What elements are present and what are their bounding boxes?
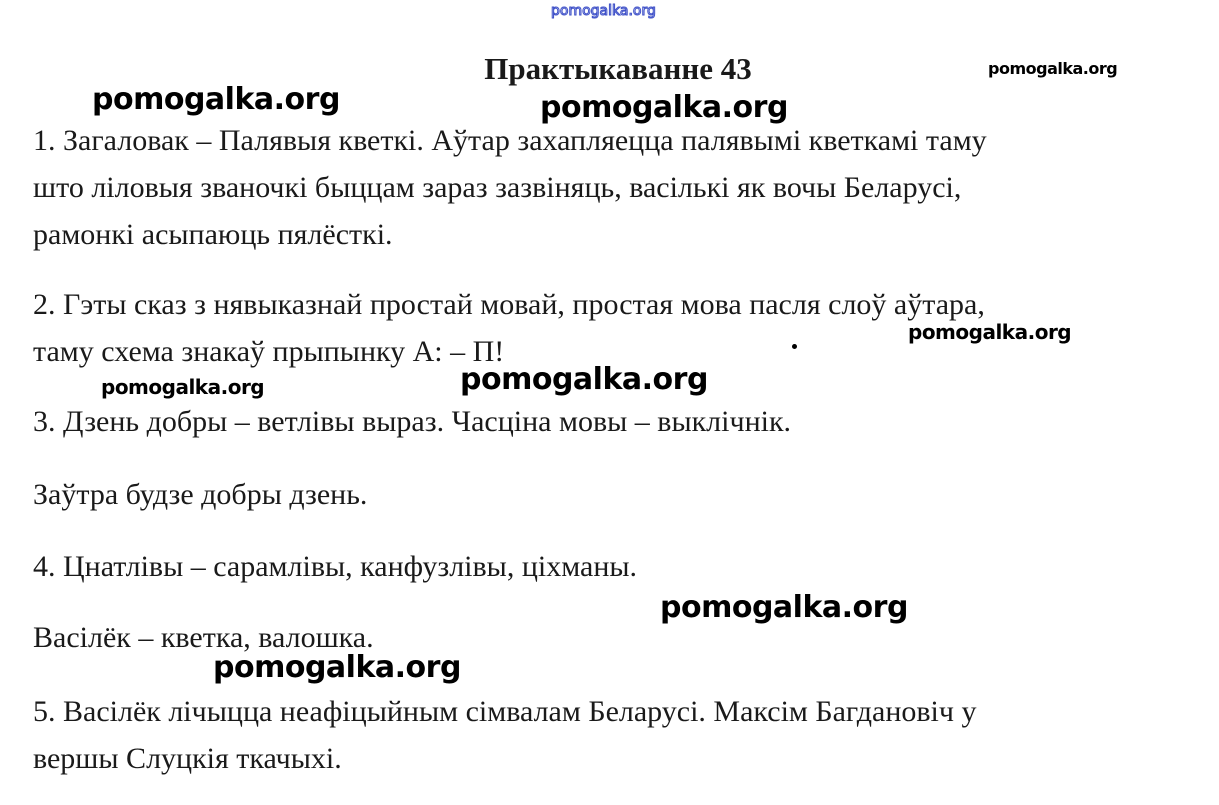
paragraph-line: рамонкі асыпаюць пялёсткі.	[33, 218, 393, 251]
watermark: pomogalka.org	[460, 362, 708, 397]
watermark: pomogalka.org	[92, 82, 340, 117]
watermark: pomogalka.org	[660, 590, 908, 625]
paragraph-line: таму схема знакаў прыпынку А: – П!	[33, 335, 505, 368]
paragraph-1	[33, 117, 987, 258]
paragraph-line: Заўтра будзе добры дзень.	[33, 478, 368, 511]
paragraph-7	[33, 688, 976, 782]
watermark: pomogalka.org	[101, 375, 265, 399]
page-title: Практыкаванне 43	[484, 51, 752, 86]
paragraph-line: 4. Цнатлівы – сарамлівы, канфузлівы, ціхманы.	[33, 550, 638, 583]
paragraph-line: 1. Загаловак – Палявыя кветкі. Аўтар захапляецца палявымі кветкамі таму	[33, 124, 987, 157]
paragraph-3	[33, 398, 791, 445]
watermark-top: pomogalka.org	[551, 3, 656, 19]
dot-mark	[792, 344, 797, 349]
paragraph-line: 3. Дзень добры – ветлівы выраз. Часціна мовы – выклічнік.	[33, 405, 792, 438]
paragraph-line: што ліловыя званочкі быццам зараз зазвіняць, васількі як вочы Беларусі,	[33, 171, 962, 204]
watermark: pomogalka.org	[988, 59, 1118, 78]
paragraph-line: 2. Гэты сказ з нявыказнай простай мовай, простая мова пасля слоў аўтара,	[33, 288, 985, 321]
paragraph-4	[33, 471, 367, 518]
paragraph-line: 5. Васілёк лічыцца неафіцыйным сімвалам Беларусі. Максім Багдановіч у	[33, 695, 977, 728]
watermark: pomogalka.org	[213, 650, 461, 685]
paragraph-line: Васілёк – кветка, валошка.	[33, 621, 374, 654]
paragraph-5	[33, 543, 637, 590]
paragraph-line: вершы Слуцкія ткачыхі.	[33, 742, 342, 775]
paragraph-2	[33, 281, 985, 375]
watermark: pomogalka.org	[908, 320, 1072, 344]
watermark: pomogalka.org	[540, 90, 788, 125]
